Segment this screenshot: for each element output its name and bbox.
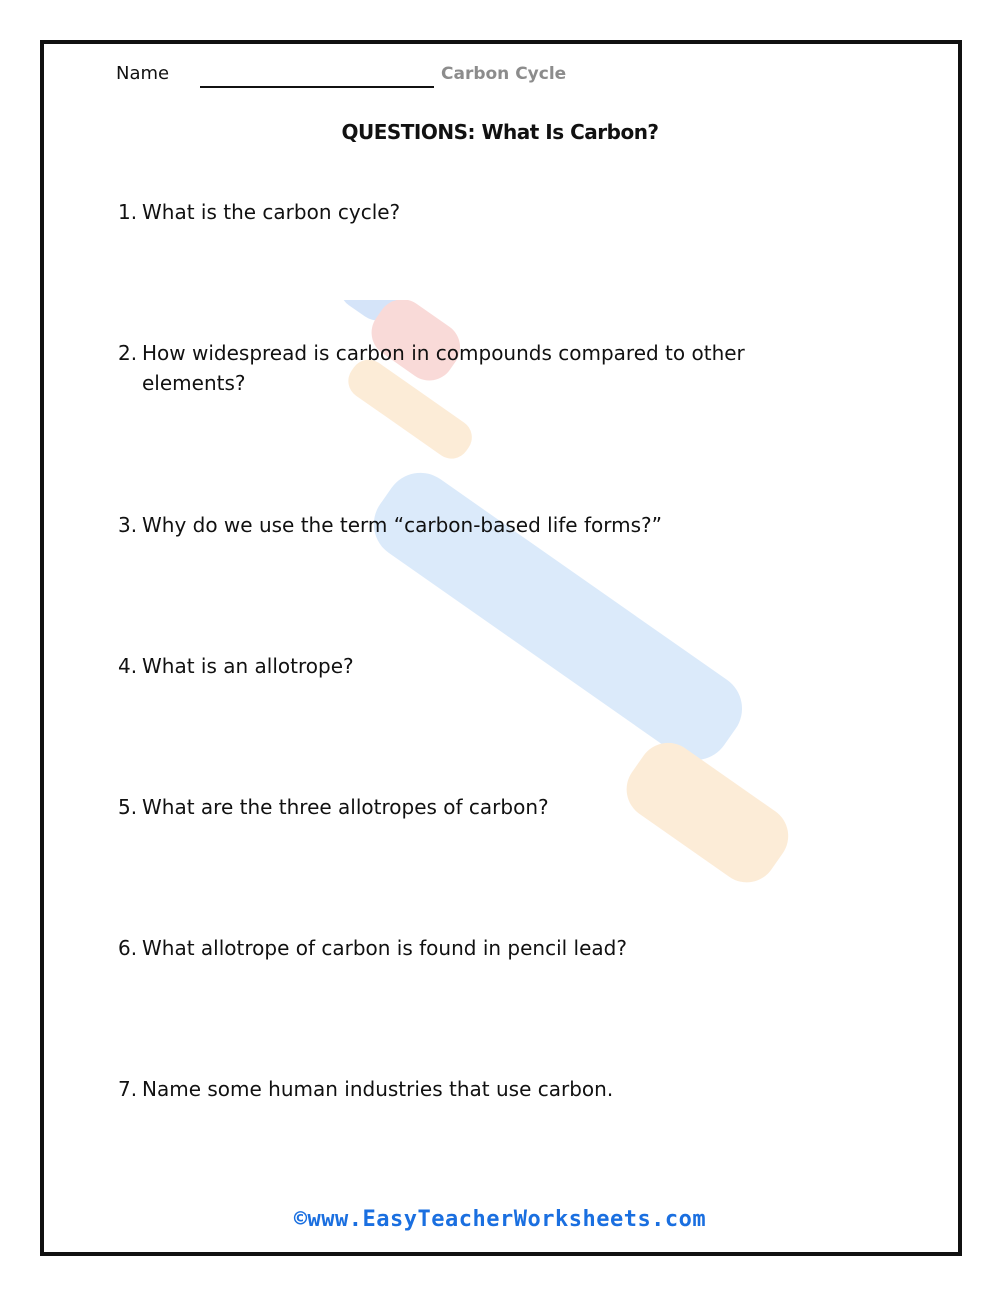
question-number: 7. bbox=[118, 1077, 138, 1101]
question-text: What is an allotrope? bbox=[142, 654, 354, 678]
question-number: 6. bbox=[118, 936, 138, 960]
name-answer-line[interactable] bbox=[200, 86, 434, 88]
question-text: What allotrope of carbon is found in pencil lead? bbox=[142, 936, 627, 960]
question-number: 1. bbox=[118, 200, 138, 224]
question-text: How widespread is carbon in compounds compared to other elements? bbox=[142, 341, 745, 395]
worksheet-title: QUESTIONS: What Is Carbon? bbox=[341, 120, 659, 144]
question-number: 3. bbox=[118, 513, 138, 537]
question-text: What are the three allotropes of carbon? bbox=[142, 795, 549, 819]
question-6 bbox=[118, 933, 818, 963]
question-text: Why do we use the term “carbon-based life forms?” bbox=[142, 513, 662, 537]
name-label: Name bbox=[116, 63, 170, 84]
question-7 bbox=[118, 1074, 818, 1104]
question-text: Name some human industries that use carbon. bbox=[142, 1077, 614, 1101]
question-3 bbox=[118, 510, 818, 540]
subject-label: Carbon Cycle bbox=[441, 64, 567, 84]
question-2 bbox=[118, 338, 818, 398]
question-number: 4. bbox=[118, 654, 138, 678]
footer-website-link[interactable]: ©www.EasyTeacherWorksheets.com bbox=[293, 1207, 707, 1232]
question-number: 5. bbox=[118, 795, 138, 819]
question-text: What is the carbon cycle? bbox=[142, 200, 401, 224]
question-number: 2. bbox=[118, 341, 138, 365]
question-5 bbox=[118, 792, 818, 822]
question-1 bbox=[118, 197, 818, 227]
question-4 bbox=[118, 651, 818, 681]
